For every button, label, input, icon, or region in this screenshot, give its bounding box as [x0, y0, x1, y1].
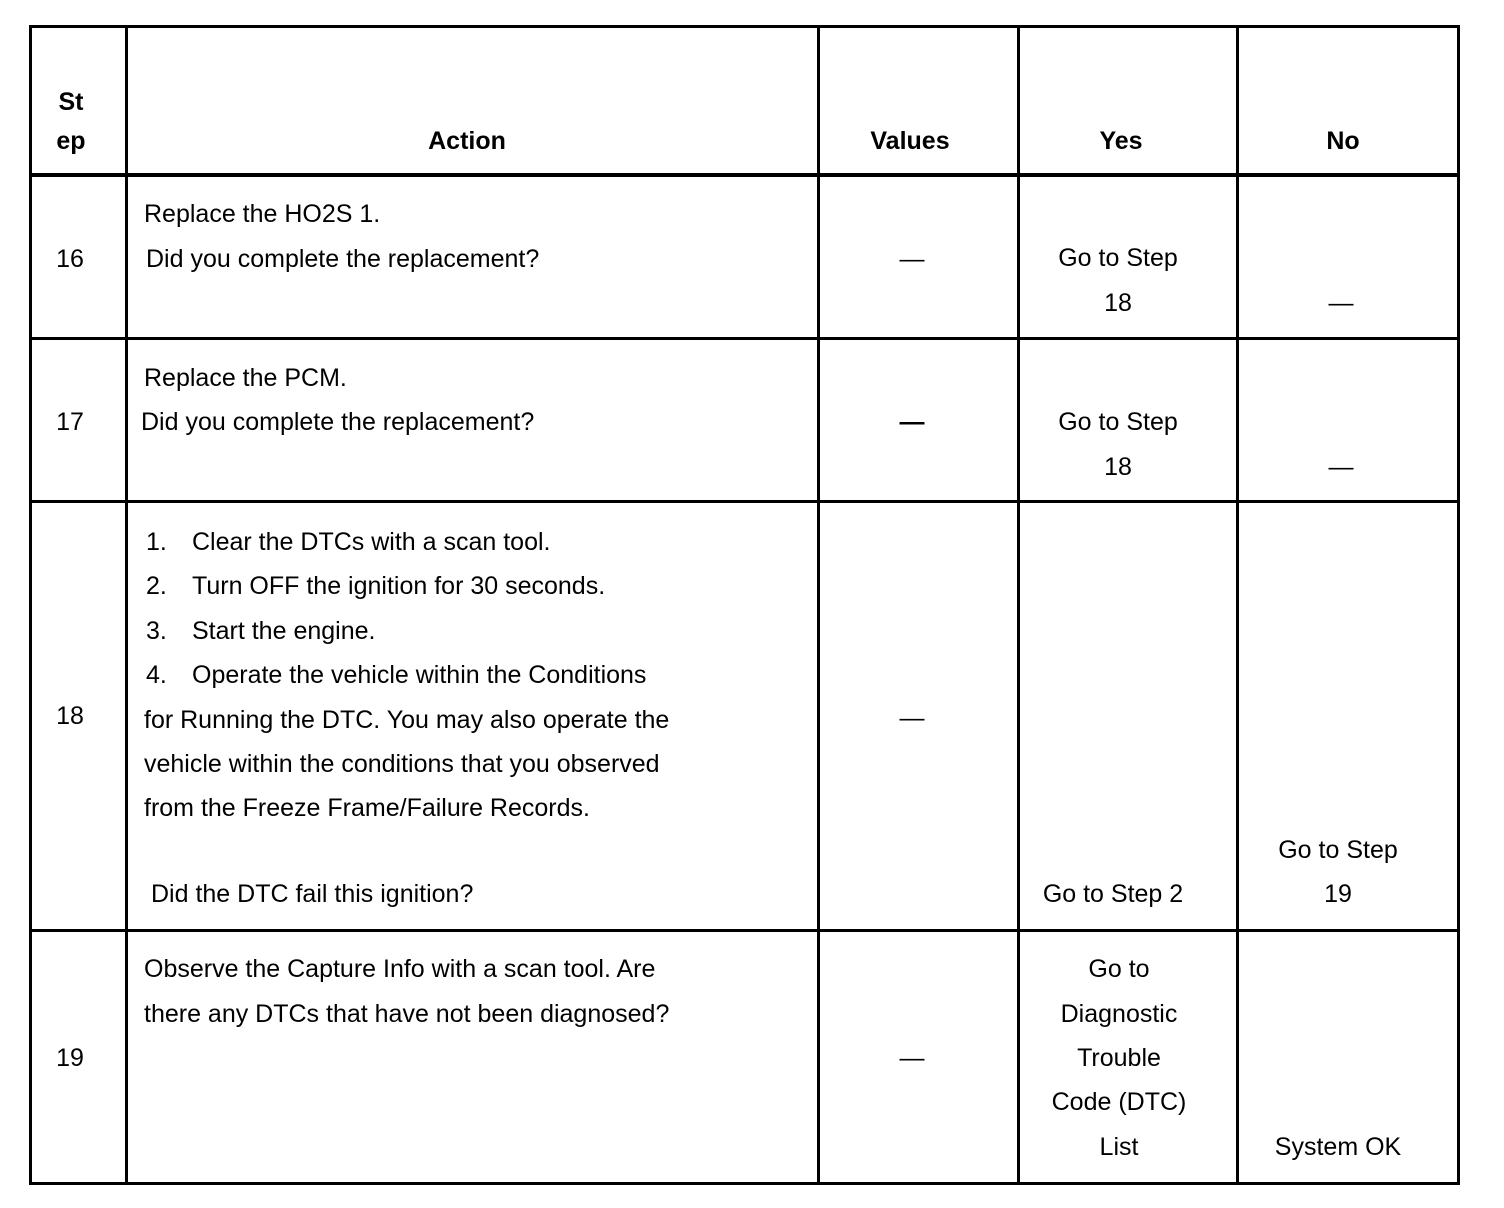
action-text: Replace the HO2S 1.	[144, 200, 381, 228]
list-item-text: Operate the vehicle within the Conditions	[192, 661, 647, 689]
column-divider	[817, 25, 820, 1185]
step-number: 18	[56, 702, 84, 730]
header-step-line1: St	[58, 88, 84, 116]
list-continuation: vehicle within the conditions that you observed	[144, 750, 660, 778]
action-text: there any DTCs that have not been diagnosed?	[144, 1000, 670, 1028]
no-cell: System OK	[1274, 1133, 1402, 1161]
action-question: Did you complete the replacement?	[146, 245, 540, 273]
yes-cell-line1: Go to Step	[1058, 244, 1178, 272]
row-divider	[29, 500, 1460, 503]
no-cell-line1: Go to Step	[1278, 836, 1398, 864]
table-border-bottom	[29, 1182, 1460, 1185]
step-number: 17	[56, 408, 84, 436]
values-cell: —	[899, 1044, 925, 1072]
values-cell: —	[899, 408, 925, 436]
yes-cell-line1: Go to Step	[1058, 408, 1178, 436]
yes-cell-line: Trouble	[1077, 1044, 1161, 1072]
list-continuation: from the Freeze Frame/Failure Records.	[144, 794, 590, 822]
action-text: Observe the Capture Info with a scan tool. Are	[144, 955, 656, 983]
column-divider	[1017, 25, 1020, 1185]
column-divider	[125, 25, 128, 1185]
list-item-number: 3.	[146, 617, 167, 645]
row-divider	[29, 337, 1460, 340]
list-item-text: Turn OFF the ignition for 30 seconds.	[192, 572, 606, 600]
header-action: Action	[428, 127, 506, 155]
yes-cell-line: Diagnostic	[1060, 1000, 1178, 1028]
header-yes: Yes	[1099, 127, 1143, 155]
step-number: 16	[56, 245, 84, 273]
list-item-text: Clear the DTCs with a scan tool.	[192, 528, 551, 556]
row-divider	[29, 929, 1460, 932]
values-cell: —	[899, 245, 925, 273]
no-cell: —	[1328, 453, 1354, 481]
yes-cell-line2: 18	[1104, 289, 1132, 317]
yes-cell-line2: 18	[1104, 453, 1132, 481]
list-continuation: for Running the DTC. You may also operate the	[144, 706, 670, 734]
yes-cell-line: Go to	[1088, 955, 1150, 983]
action-text: Replace the PCM.	[144, 364, 347, 392]
table-border-right	[1457, 25, 1460, 1185]
yes-cell-line: Code (DTC)	[1051, 1088, 1187, 1116]
column-divider	[1236, 25, 1239, 1185]
action-question: Did you complete the replacement?	[141, 408, 535, 436]
values-cell: —	[899, 704, 925, 732]
header-values: Values	[870, 127, 950, 155]
list-item-number: 2.	[146, 572, 167, 600]
step-number: 19	[56, 1044, 84, 1072]
list-item-number: 4.	[146, 661, 167, 689]
header-step-line2: ep	[56, 127, 86, 155]
yes-cell: Go to Step 2	[1042, 880, 1184, 908]
table-border-left	[29, 25, 32, 1185]
list-item-text: Start the engine.	[192, 617, 376, 645]
list-item-number: 1.	[146, 528, 167, 556]
action-question: Did the DTC fail this ignition?	[151, 880, 474, 908]
header-divider	[29, 173, 1460, 177]
header-no: No	[1326, 127, 1360, 155]
table-border-top	[29, 25, 1460, 28]
no-cell: —	[1328, 289, 1354, 317]
no-cell-line2: 19	[1324, 880, 1352, 908]
yes-cell-line: List	[1099, 1133, 1139, 1161]
